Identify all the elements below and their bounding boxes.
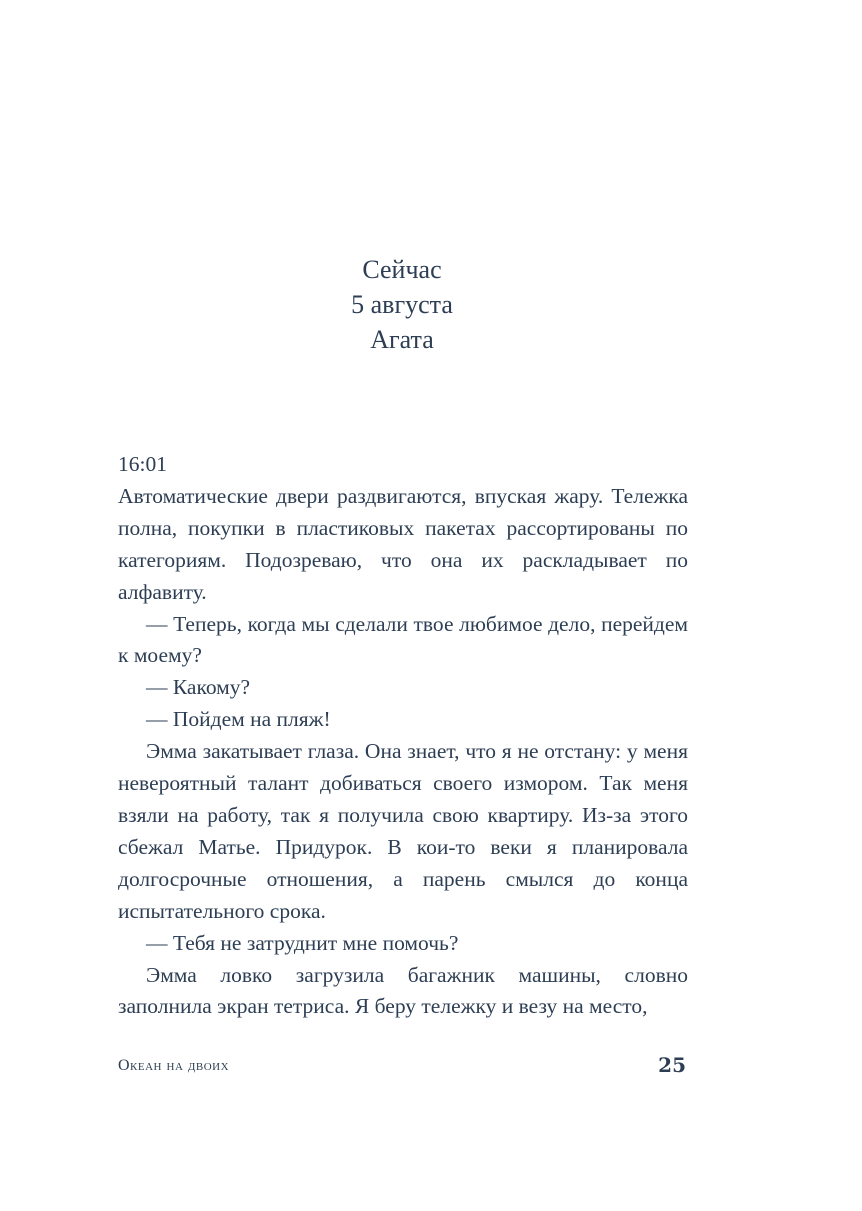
chapter-narrator: Агата (370, 325, 434, 354)
running-footer-title: Океан на двоих (118, 1057, 230, 1074)
body-text (118, 449, 688, 1023)
page-number: 25 (658, 1053, 686, 1077)
chapter-time-label: Сейчас (362, 255, 442, 284)
paragraph-7: Эмма ловко загрузила багажник машины, словно заполнила экран тетриса. Я беру тележку и везу на место, (118, 962, 688, 1019)
paragraph-3: — Какому? (146, 675, 251, 700)
chapter-date: 5 августа (351, 290, 453, 319)
paragraph-2: — Теперь, когда мы сделали твое любимое дело, перейдем к моему? (118, 611, 688, 668)
paragraph-6: — Тебя не затруднит мне помочь? (146, 930, 459, 955)
paragraph-1: Автоматические двери раздвигаются, впуская жару. Тележка полна, покупки в пластиковых пакетах рассортированы по категориям. Подозреваю, что она их раскладывает по алфавиту. (118, 483, 688, 604)
timestamp: 16:01 (118, 452, 167, 476)
chapter-heading (0, 252, 804, 357)
paragraph-4: — Пойдем на пляж! (146, 707, 331, 732)
paragraph-5: Эмма закатывает глаза. Она знает, что я не отстану: у меня невероятный талант добиваться своего измором. Так меня взяли на работу, так я получила свою квартиру. Из-за этого сбежал Матье. Придурок. В кои-то веки я планировала долгосрочные отношения, а парень смылся до конца испытательного срока. (118, 739, 688, 923)
